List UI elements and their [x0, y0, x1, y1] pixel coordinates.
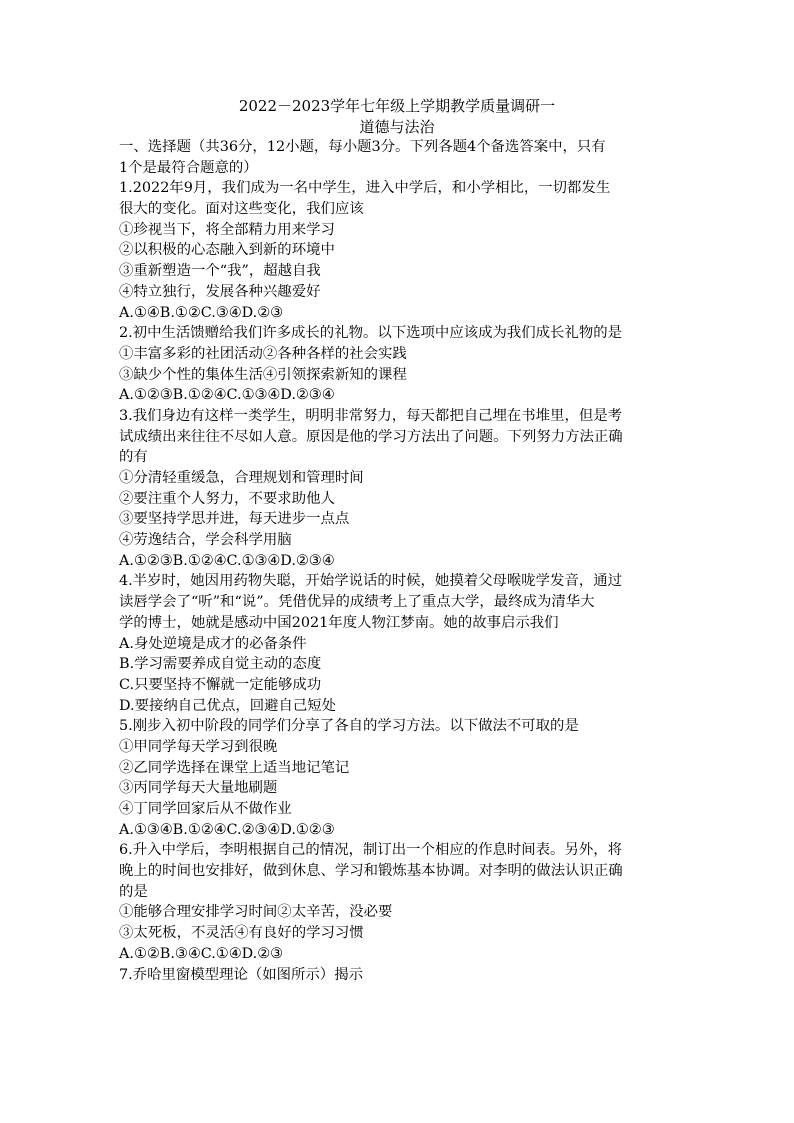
text-line: ③缺少个性的集体生活④引领探索新知的课程 [119, 366, 407, 383]
text-line: ③太死板，不灵活④有良好的学习习惯 [119, 925, 364, 942]
text-line: 很大的变化。面对这些变化，我们应该 [119, 201, 364, 218]
exam-body [119, 137, 679, 985]
text-line: 1.2022年9月，我们成为一名中学生，进入中学后，和小学相比，一切都发生 [119, 180, 611, 197]
text-line: ②要注重个人努力，不要求助他人 [119, 490, 335, 507]
text-line: 晚上的时间也安排好，做到休息、学习和锻炼基本协调。对李明的做法认识正确 [119, 863, 623, 880]
text-line: D.要接纳自己优点，回避自己短处 [119, 697, 337, 714]
text-line: 1个是最符合题意的） [119, 159, 258, 176]
text-line: 的有 [119, 449, 148, 466]
text-line: ①珍视当下，将全部精力用来学习 [119, 221, 335, 238]
text-line: 4.半岁时，她因用药物失聪，开始学说话的时候，她摸着父母喉咙学发音，通过 [119, 573, 623, 590]
text-line: 5.刚步入初中阶段的同学们分享了各自的学习方法。以下做法不可取的是 [119, 718, 579, 735]
text-line: 一、选择题（共36分，12小题，每小题3分。下列各题4个备选答案中，只有 [119, 139, 606, 155]
text-line: A.身处逆境是成才的必备条件 [119, 635, 307, 652]
text-line: A.①②③B.①②④C.①③④D.②③④ [119, 552, 335, 569]
text-line: ①甲同学每天学习到很晚 [119, 738, 278, 755]
text-line: 读唇学会了“听”和“说”。凭借优异的成绩考上了重点大学，最终成为清华大 [119, 594, 595, 611]
text-line: ②以积极的心态融入到新的环境中 [119, 242, 335, 259]
text-line: C.只要坚持不懈就一定能够成功 [119, 676, 322, 693]
subject-title: 道德与法治 [359, 118, 435, 136]
text-line: ③丙同学每天大量地刷题 [119, 780, 278, 797]
text-line: ④劳逸结合，学会科学用脑 [119, 532, 292, 549]
text-line: ③要坚持学思并进，每天进步一点点 [119, 511, 350, 528]
text-line: 6.升入中学后，李明根据自己的情况，制订出一个相应的作息时间表。另外，将 [119, 842, 623, 859]
exam-title: 2022－2023学年七年级上学期教学质量调研一 [238, 97, 556, 115]
text-line: 的是 [119, 883, 148, 900]
text-line: ④丁同学回家后从不做作业 [119, 801, 292, 817]
text-line: A.①③④B.①②④C.②③④D.①②③ [119, 821, 335, 838]
text-line: A.①②③B.①②④C.①③④D.②③④ [119, 387, 335, 404]
text-line: A.①④B.①②C.③④D.②③ [119, 304, 283, 321]
text-line: 7.乔哈里窗模型理论（如图所示）揭示 [119, 966, 363, 983]
text-line: ①能够合理安排学习时间②太辛苦，没必要 [119, 904, 393, 921]
text-line: 学的博士，她就是感动中国2021年度人物江梦南。她的故事启示我们 [119, 614, 559, 631]
text-line: 2.初中生活馈赠给我们许多成长的礼物。以下选项中应该成为我们成长礼物的是 [119, 325, 623, 342]
text-line: ②乙同学选择在课堂上适当地记笔记 [119, 759, 350, 776]
text-line: 3.我们身边有这样一类学生，明明非常努力，每天都把自己埋在书堆里，但是考 [119, 407, 623, 424]
text-line: ④特立独行，发展各种兴趣爱好 [119, 283, 321, 300]
text-line: ①分清轻重缓急，合理规划和管理时间 [119, 470, 364, 486]
text-line: ③重新塑造一个“我”，超越自我 [119, 263, 321, 280]
text-line: B.学习需要养成自觉主动的态度 [119, 656, 322, 673]
text-line: 试成绩出来往往不尽如人意。原因是他的学习方法出了问题。下列努力方法正确 [119, 428, 623, 445]
text-line: ①丰富多彩的社团活动②各种各样的社会实践 [119, 345, 407, 362]
text-line: A.①②B.③④C.①④D.②③ [119, 945, 283, 962]
